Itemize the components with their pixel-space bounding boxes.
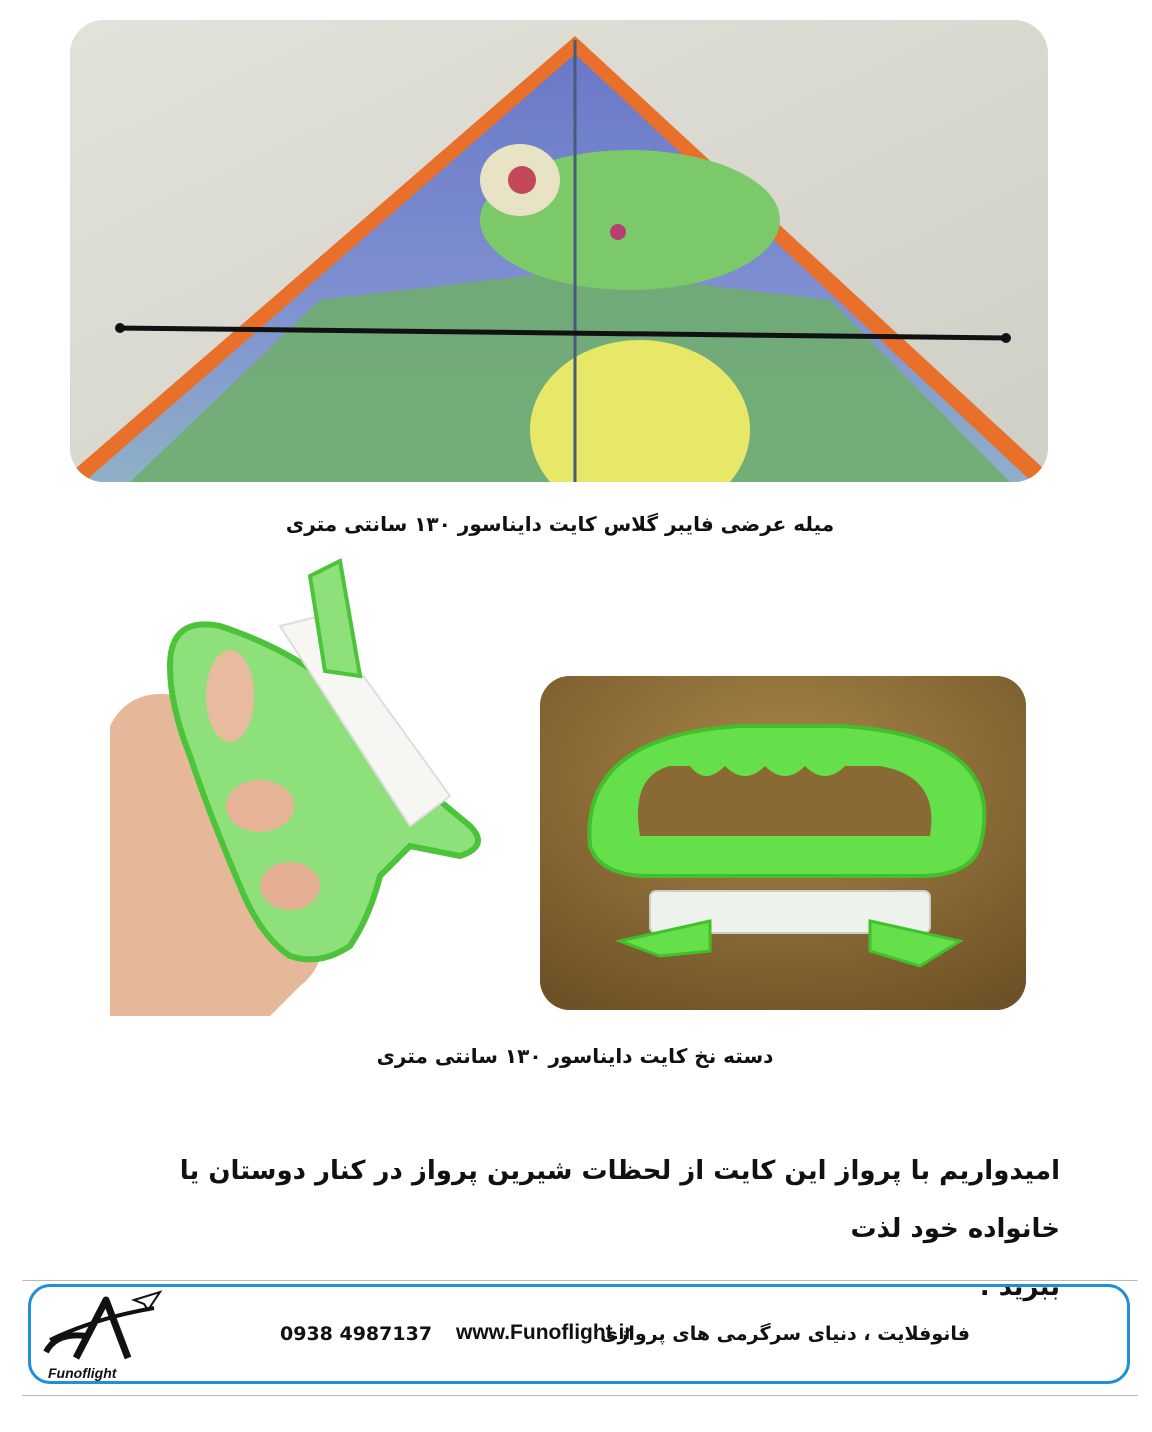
- footer-tagline: فانوفلایت ، دنیای سرگرمی های پروازی: [600, 1323, 970, 1345]
- footer-phone: 0938 4987137: [280, 1323, 433, 1345]
- footer-website-link[interactable]: www.Funoflight.ir: [456, 1321, 633, 1344]
- kite-spar-photo: [70, 20, 1048, 482]
- line-handle-caption: دسته نخ کایت دایناسور ۱۳۰ سانتی متری: [376, 1044, 774, 1068]
- hand-reel-photo: [110, 556, 542, 1016]
- kite-spar-caption: میله عرضی فایبر گلاس کایت دایناسور ۱۳۰ سانتی متری: [285, 512, 835, 536]
- closing-line-2: ببرید .: [979, 1272, 1060, 1302]
- closing-line-1: امیدواریم با پرواز این کایت از لحظات شیرین پرواز در کنار دوستان یا خانواده خود لذت: [179, 1156, 1060, 1244]
- reel-table-photo: [540, 676, 1026, 1010]
- logo-text: Funoflight: [48, 1365, 117, 1381]
